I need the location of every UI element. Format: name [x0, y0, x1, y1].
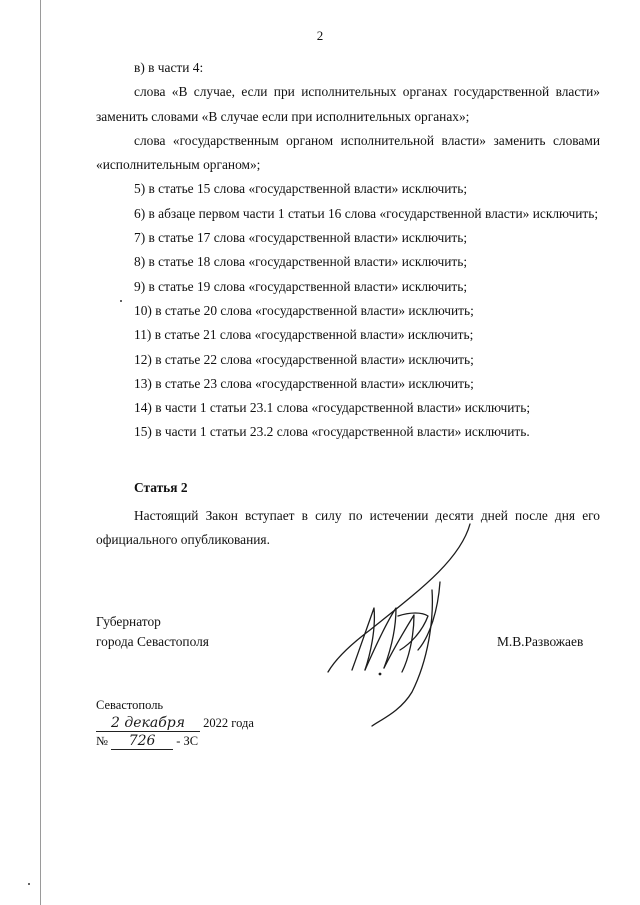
article-heading: Статья 2 [134, 479, 188, 495]
paragraph: 12) в статье 22 слова «государственной власти» исключить; [134, 351, 474, 367]
paragraph: 14) в части 1 статьи 23.1 слова «государственной власти» исключить; [134, 400, 531, 416]
paragraph: слова «государственным органом исполнительной власти» заменить словами «исполнительным органом»; [96, 132, 600, 173]
scan-speck [28, 883, 30, 885]
signer-title-line1: Губернатор [96, 614, 161, 629]
handwritten-number: 726 [111, 733, 173, 750]
date-line [96, 714, 254, 732]
city: Севастополь [96, 698, 164, 712]
paragraph: 8) в статье 18 слова «государственной власти» исключить; [134, 254, 468, 270]
paragraph: 11) в статье 21 слова «государственной власти» исключить; [134, 327, 474, 343]
scan-speck [120, 300, 122, 302]
year: 2022 года [203, 716, 254, 730]
number-suffix: - ЗС [176, 734, 199, 748]
paragraph: 6) в абзаце первом части 1 статьи 16 слова «государственной власти» исключить; [134, 205, 599, 221]
paragraph: 15) в части 1 статьи 23.2 слова «государственной власти» исключить. [134, 424, 530, 440]
article-text: Настоящий Закон вступает в силу по истечении десяти дней после дня его официального опубликования. [96, 508, 600, 548]
paragraph: 5) в статье 15 слова «государственной власти» исключить; [134, 181, 468, 197]
place-and-date [96, 696, 254, 750]
handwritten-date: 2 декабря [96, 715, 200, 732]
scan-edge-line [40, 0, 41, 905]
signer-title-line2: города Севастополя [96, 634, 209, 649]
paragraph: слова «В случае, если при исполнительных органах государственной власти» заменить словами «В случае если при исполнительных органах»; [96, 84, 600, 124]
number-prefix: № [96, 734, 108, 748]
paragraph: 13) в статье 23 слова «государственной власти» исключить; [134, 375, 474, 391]
page-number: 2 [316, 28, 324, 43]
paragraph: 9) в статье 19 слова «государственной власти» исключить; [134, 278, 468, 294]
law-number-line [96, 732, 254, 750]
signer-name: М.В.Развожаев [497, 634, 584, 649]
document-body [96, 56, 600, 553]
paragraph: 7) в статье 17 слова «государственной власти» исключить; [134, 230, 468, 246]
signature-block [96, 612, 209, 652]
paragraph: 10) в статье 20 слова «государственной власти» исключить; [134, 302, 474, 318]
handwritten-signature [310, 520, 490, 730]
paragraph: в) в части 4: [134, 60, 204, 75]
